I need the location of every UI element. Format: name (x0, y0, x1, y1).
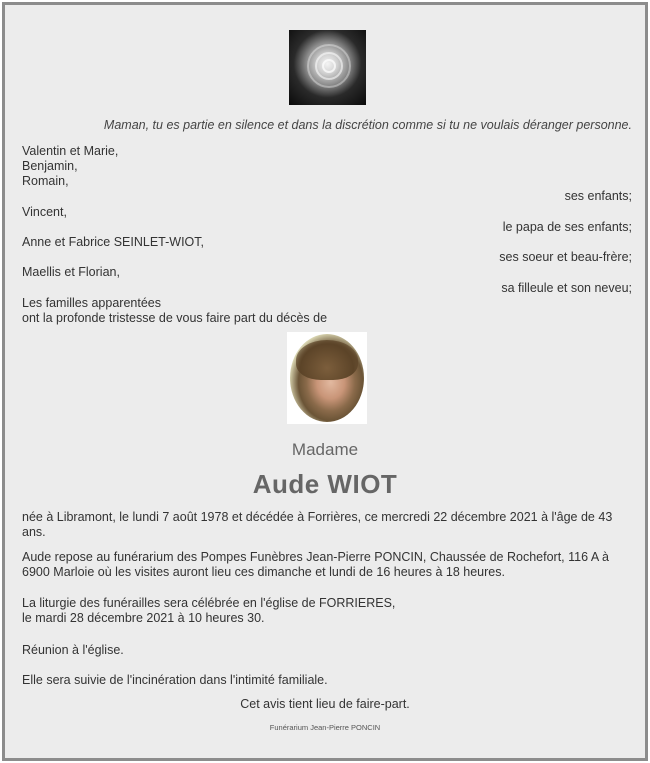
family-relation: sa filleule et son neveu; (501, 281, 632, 295)
family-name: Benjamin, (22, 159, 78, 173)
funeral-date-line: le mardi 28 décembre 2021 à 10 heures 30. (22, 611, 265, 625)
rose-image (289, 30, 366, 105)
family-name: Anne et Fabrice SEINLET-WIOT, (22, 235, 205, 249)
quote-text: Maman, tu es partie en silence et dans la discrétion comme si tu ne voulais déranger personne. (103, 118, 632, 132)
reunion-line: Réunion à l'église. (22, 643, 124, 657)
obituary-card (2, 2, 648, 761)
announcement-line: ont la profonde tristesse de vous faire part du décès de (22, 311, 328, 325)
cremation-line: Elle sera suivie de l'incinération dans l'intimité familiale. (22, 673, 328, 687)
family-name: Valentin et Marie, (22, 144, 119, 158)
family-name: Vincent, (22, 205, 67, 219)
honorific: Madame (291, 440, 359, 459)
family-relation: ses enfants; (564, 189, 632, 203)
family-name: Romain, (22, 174, 69, 188)
family-name: Maellis et Florian, (22, 265, 120, 279)
funeral-line: La liturgie des funérailles sera célébrée en l'église de FORRIERES, (22, 596, 396, 610)
funeral-home-footer: Funérarium Jean-Pierre PONCIN (269, 723, 381, 732)
visitation-paragraph: Aude repose au funérarium des Pompes Funèbres Jean-Pierre PONCIN, Chaussée de Rochefort, 116 A à 6900 Marloie où les visites auront lieu ces dimanche et lundi de 16 heures à 18 heures. (22, 550, 609, 579)
deceased-name: Aude WIOT (252, 469, 398, 499)
closing-note: Cet avis tient lieu de faire-part. (240, 697, 410, 711)
family-relation: ses soeur et beau-frère; (499, 250, 632, 264)
family-relation: le papa de ses enfants; (502, 220, 632, 234)
announcement-line: Les familles apparentées (22, 296, 161, 310)
portrait-photo (287, 332, 367, 424)
birth-death-paragraph: née à Libramont, le lundi 7 août 1978 et décédée à Forrières, ce mercredi 22 décembre 2021 à l'âge de 43 ans. (22, 510, 613, 539)
